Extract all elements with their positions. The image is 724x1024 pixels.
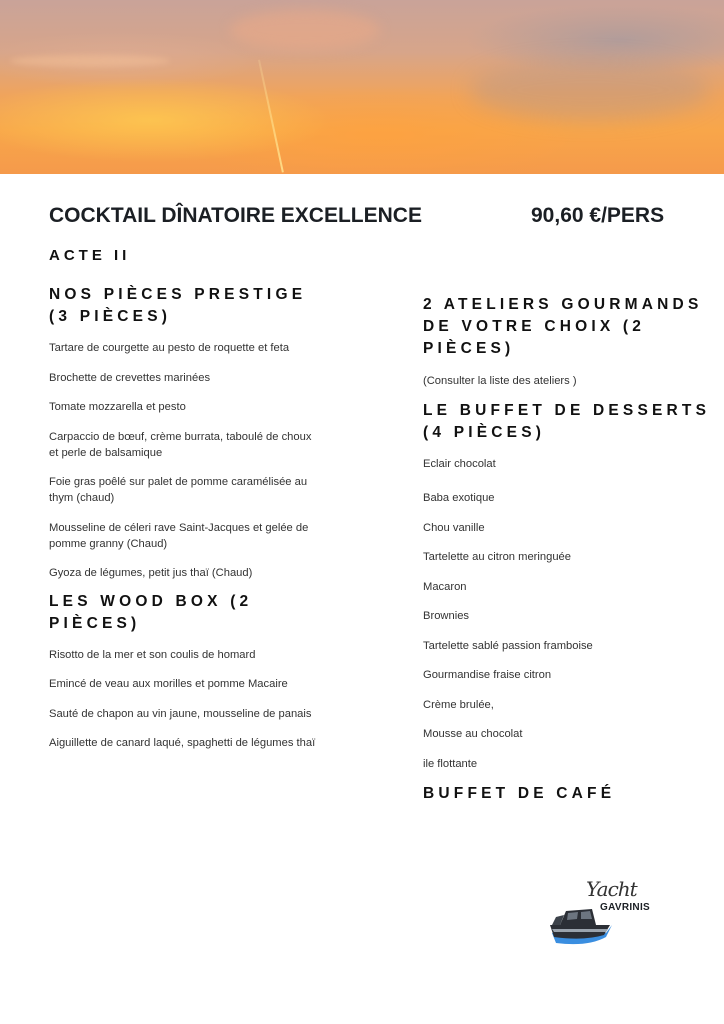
cloud-shape bbox=[470, 60, 710, 120]
menu-item: Brochette de crevettes marinées bbox=[49, 371, 211, 384]
menu-item: Tartelette sablé passion framboise bbox=[423, 639, 593, 652]
menu-item: Emincé de veau aux morilles et pomme Macaire bbox=[49, 678, 288, 690]
page-title: COCKTAIL DÎNATOIRE EXCELLENCE bbox=[49, 204, 422, 227]
menu-item: Chou vanille bbox=[423, 521, 485, 534]
yacht-gavrinis-logo bbox=[548, 875, 668, 955]
yacht-boat-icon bbox=[548, 903, 618, 953]
menu-item: ile flottante bbox=[423, 757, 478, 770]
act-label: ACTE II bbox=[49, 247, 131, 264]
menu-item: Tartare de courgette au pesto de roquette et feta bbox=[49, 342, 290, 354]
section-heading-ateliers: 2 ATELIERS GOURMANDS DE VOTRE CHOIX (2 PIÈCES) bbox=[423, 296, 703, 357]
menu-item: Sauté de chapon au vin jaune, mousseline de panais bbox=[49, 707, 312, 720]
desserts-list bbox=[423, 456, 713, 772]
menu-item: Risotto de la mer et son coulis de homard bbox=[49, 648, 256, 661]
left-column bbox=[49, 284, 319, 765]
cloud-shape bbox=[10, 55, 170, 67]
menu-item: Carpaccio de bœuf, crème burrata, taboulé de choux et perle de balsamique bbox=[49, 430, 312, 459]
menu-item: Macaron bbox=[423, 580, 467, 593]
wood-box-list bbox=[49, 647, 319, 752]
menu-item: Tartelette au citron meringuée bbox=[423, 551, 572, 563]
menu-item: Brownies bbox=[423, 610, 470, 622]
menu-item: Eclair chocolat bbox=[423, 458, 496, 470]
menu-item: Tomate mozzarella et pesto bbox=[49, 401, 186, 413]
menu-item: Crème brulée, bbox=[423, 698, 494, 711]
menu-item: Mousseline de céleri rave Saint-Jacques et gelée de pomme granny (Chaud) bbox=[49, 521, 309, 550]
cloud-shape bbox=[230, 10, 380, 50]
section-heading-wood-box: LES WOOD BOX (2 PIÈCES) bbox=[49, 592, 253, 632]
price-per-person: 90,60 €/PERS bbox=[531, 204, 665, 227]
menu-item: Mousse au chocolat bbox=[423, 728, 523, 740]
right-column bbox=[423, 294, 713, 805]
hero-sunset-image bbox=[0, 0, 724, 174]
prestige-list bbox=[49, 340, 319, 581]
logo-brand-text: GAVRINIS bbox=[600, 902, 650, 913]
menu-item: Gourmandise fraise citron bbox=[423, 669, 552, 681]
section-heading-prestige: NOS PIÈCES PRESTIGE (3 PIÈCES) bbox=[49, 286, 307, 325]
section-heading-cafe: BUFFET DE CAFÉ bbox=[423, 785, 616, 802]
ateliers-note: (Consulter la liste des ateliers ) bbox=[423, 375, 577, 387]
menu-item: Aiguillette de canard laqué, spaghetti de légumes thaï bbox=[49, 737, 316, 749]
menu-item: Foie gras poêlé sur palet de pomme caramélisée au thym (chaud) bbox=[49, 476, 308, 504]
contrail-streak bbox=[258, 60, 284, 173]
section-heading-desserts: LE BUFFET DE DESSERTS (4 PIÈCES) bbox=[423, 402, 711, 441]
menu-item: Gyoza de légumes, petit jus thaï (Chaud) bbox=[49, 567, 253, 579]
menu-item: Baba exotique bbox=[423, 492, 495, 504]
logo-script-text: Yacht bbox=[586, 877, 637, 901]
